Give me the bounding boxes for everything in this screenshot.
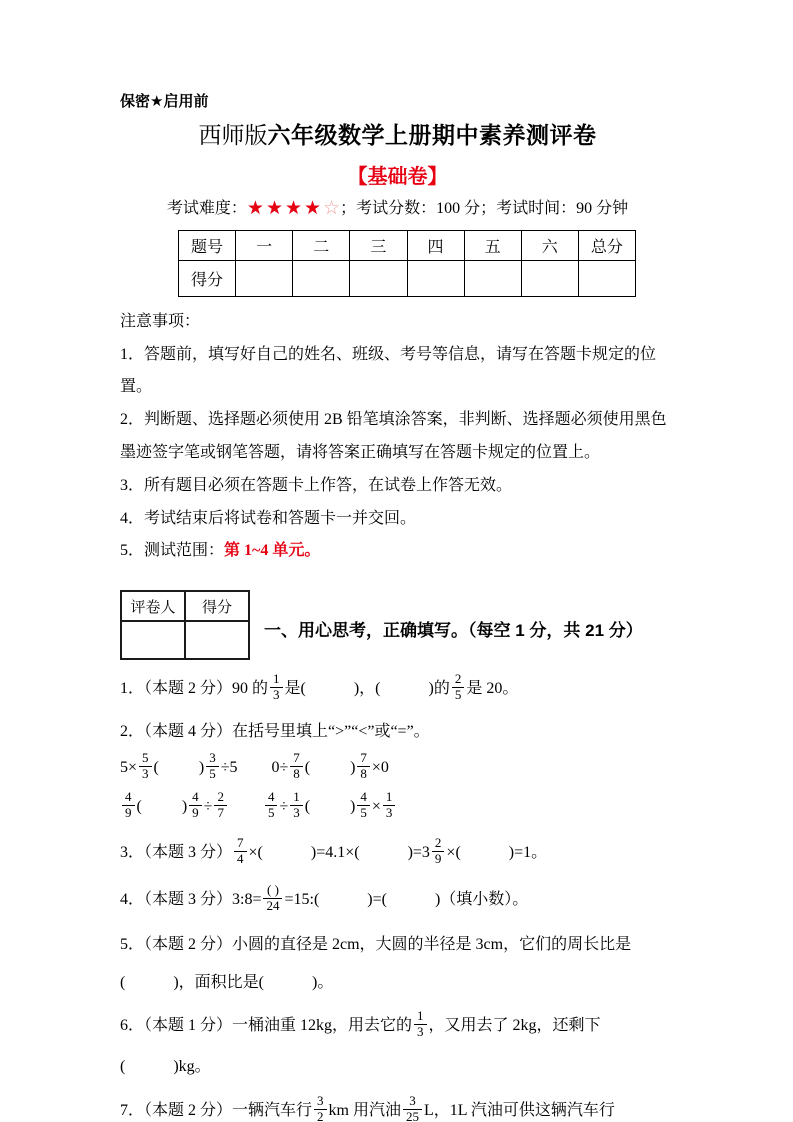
difficulty-label: 考试难度：	[166, 199, 247, 217]
question-text-segment: 6．（本题 1 分）一桶油重 12kg，用去它的	[120, 1017, 413, 1035]
question-7	[120, 1092, 675, 1122]
fraction	[214, 790, 227, 821]
grader-box-empty-row	[121, 621, 249, 659]
question-text-segment: ，又用去了 2kg，还剩下	[428, 1017, 601, 1035]
question-text-segment: 2．（本题 4 分）在括号里填上“>”“<”或“=”。	[120, 723, 430, 741]
fraction	[234, 836, 247, 867]
notice-item-1: 1．答题前，填写好自己的姓名、班级、考号等信息，请写在答题卡规定的位置。	[120, 345, 657, 396]
fraction-denominator: 3	[414, 1024, 427, 1040]
fraction-numerator: 4	[125, 788, 132, 804]
question-6-line-2	[120, 1054, 675, 1080]
score-cell-empty	[521, 260, 578, 296]
question-5-line-1	[120, 932, 675, 958]
fraction-numerator: 1	[385, 788, 393, 804]
question-text-segment: 是 20。	[466, 680, 519, 698]
notice-item-4: 4．考试结束后将试卷和答题卡一并交回。	[120, 509, 417, 527]
fraction-numerator: 2	[434, 835, 442, 851]
fraction-denominator: 9	[432, 851, 445, 867]
fraction	[414, 1009, 427, 1040]
fraction-numerator: 5	[142, 749, 149, 765]
score-table-header-cell: 四	[407, 230, 464, 260]
fraction-denominator: 5	[265, 805, 278, 821]
fraction	[403, 1094, 422, 1122]
question-text-segment: =15:( )=( )（填小数）。	[284, 891, 529, 909]
question-text-segment: km 用汽油	[328, 1102, 401, 1119]
notice-item-2: 2．判断题、选择题必须使用 2B 铅笔填涂答案，非判断、选择题必须使用黑色墨迹签字笔或钢笔答题，请将答案正确填写在答题卡规定的位置上。	[120, 411, 667, 462]
fraction-numerator: 4	[267, 788, 275, 804]
question-text-segment: 5×	[120, 758, 138, 776]
fraction	[357, 790, 370, 821]
score-table-header-cell: 三	[350, 230, 407, 260]
fraction-denominator: 3	[383, 805, 396, 821]
question-text-segment: ×( )=1。	[446, 844, 548, 862]
question-text-segment: 1．（本题 2 分）90 的	[120, 680, 269, 698]
fraction-numerator: 1	[273, 671, 280, 687]
score-table-header-cell: 六	[521, 230, 578, 260]
grader-empty-cell	[121, 621, 185, 659]
score-cell-empty	[293, 260, 350, 296]
fraction-numerator: 7	[360, 749, 367, 765]
fraction-denominator: 5	[206, 766, 219, 782]
fraction	[290, 790, 303, 821]
fraction	[263, 883, 282, 914]
question-text-segment: ×0	[371, 758, 389, 776]
question-text-segment: ( )	[304, 797, 356, 815]
notice-item-5-label: 5．测试范围：	[120, 542, 225, 560]
question-text-segment: L，1L 汽油可供这辆汽车行	[423, 1102, 615, 1119]
exam-info-line	[120, 195, 675, 220]
question-text-segment: ( )	[304, 758, 356, 776]
score-cell-empty	[407, 260, 464, 296]
page-title	[120, 121, 675, 151]
question-text-segment: ÷5	[220, 758, 238, 776]
fraction	[122, 790, 135, 821]
section-one-title: 一、用心思考，正确填写。（每空 1 分，共 21 分）	[264, 621, 643, 641]
fraction-numerator: 7	[293, 749, 300, 765]
question-3	[120, 835, 675, 869]
fraction	[290, 751, 303, 782]
fraction-denominator: 8	[357, 766, 370, 782]
fraction-denominator: 9	[189, 805, 202, 821]
grader-score-box	[120, 590, 250, 660]
question-text-segment: 3．（本题 3 分）	[120, 844, 233, 862]
fraction	[314, 1094, 327, 1122]
score-cell-empty	[350, 260, 407, 296]
star-rating-empty-icon: ☆	[323, 197, 341, 219]
fraction-numerator: 4	[192, 788, 199, 804]
question-text-segment: ÷	[279, 797, 289, 815]
fraction	[432, 836, 445, 867]
question-2-row-1	[120, 749, 675, 784]
question-1	[120, 671, 675, 705]
notice-item-5	[120, 535, 675, 568]
page-title-prefix: 西师版	[198, 123, 268, 148]
question-text-segment: ( )，面积比是( )。	[120, 973, 334, 991]
fraction-denominator: 5	[452, 687, 465, 703]
question-text-segment: ( )	[153, 758, 205, 776]
fraction-numerator: 2	[217, 788, 224, 804]
fraction-denominator: 25	[403, 1109, 422, 1122]
score-empty-cell	[185, 621, 249, 659]
question-2-intro	[120, 719, 675, 745]
fraction-numerator: 3	[209, 749, 216, 765]
question-text-segment: ( )kg。	[120, 1058, 211, 1076]
question-2-row-2	[120, 788, 675, 823]
fraction	[383, 790, 396, 821]
fraction	[139, 751, 152, 782]
fraction-denominator: 5	[357, 805, 370, 821]
question-5-line-2	[120, 970, 675, 996]
fraction-denominator: 3	[139, 766, 152, 782]
score-table-header-row	[179, 230, 636, 260]
fraction-numerator: 3	[317, 1092, 324, 1108]
score-table-header-cell: 二	[293, 230, 350, 260]
fraction-denominator: 3	[270, 687, 283, 703]
fraction-numerator: 4	[360, 788, 367, 804]
fraction-numerator: 7	[237, 835, 244, 851]
score-label-cell: 得分	[185, 591, 249, 621]
grader-label-cell: 评卷人	[121, 591, 185, 621]
score-table-header-cell: 总分	[578, 230, 635, 260]
question-text-segment: 0÷	[271, 758, 289, 776]
score-cell-empty	[578, 260, 635, 296]
fraction-numerator: 1	[293, 788, 300, 804]
question-text-segment: ÷	[203, 797, 213, 815]
score-cell-empty	[464, 260, 521, 296]
exam-score-time-text: ；考试分数：100 分；考试时间：90 分钟	[340, 199, 629, 217]
notice-item-5-range: 第 1~4 单元。	[224, 542, 321, 560]
question-text-segment: 5．（本题 2 分）小圆的直径是 2cm，大圆的半径是 3cm，它们的周长比是	[120, 936, 632, 954]
question-text-segment: 4．（本题 3 分）3:8=	[120, 891, 262, 909]
fraction-numerator: 3	[409, 1092, 416, 1108]
score-summary-table	[178, 230, 636, 297]
question-text-segment: 是( )，( )的	[284, 680, 450, 698]
question-text-segment: ×( )=4.1×( )=3	[248, 844, 430, 862]
fraction-denominator: 7	[214, 805, 227, 821]
question-text-segment: 7．（本题 2 分）一辆汽车行	[120, 1102, 313, 1119]
fraction-denominator: 24	[263, 898, 282, 914]
fraction-denominator: 2	[314, 1109, 327, 1122]
score-table-score-row	[179, 260, 636, 296]
score-table-header-cell: 一	[236, 230, 293, 260]
score-row-label: 得分	[179, 260, 236, 296]
star-rating-filled-icon: ★★★★	[246, 197, 324, 219]
score-table-header-cell: 题号	[179, 230, 236, 260]
question-6-line-1	[120, 1008, 675, 1042]
fraction	[270, 672, 283, 703]
score-table-header-cell: 五	[464, 230, 521, 260]
question-4	[120, 882, 675, 916]
grader-section-row	[120, 590, 675, 660]
paper-subtitle: 【基础卷】	[347, 165, 448, 188]
security-notice: 保密★启用前	[120, 93, 209, 110]
fraction	[357, 751, 370, 782]
fraction-denominator: 3	[290, 805, 303, 821]
fraction	[452, 672, 465, 703]
question-text-segment: ( )	[136, 797, 188, 815]
fraction-denominator: 9	[122, 805, 135, 821]
fraction	[206, 751, 219, 782]
score-cell-empty	[236, 260, 293, 296]
page-title-main: 六年级数学上册期中素养测评卷	[267, 122, 597, 148]
fraction-denominator: 4	[234, 851, 247, 867]
notice-section	[120, 306, 675, 568]
fraction-numerator: 1	[417, 1008, 424, 1024]
fraction	[189, 790, 202, 821]
question-text-segment: ×	[371, 797, 381, 815]
fraction-numerator: 2	[454, 671, 462, 687]
fraction	[265, 790, 278, 821]
fraction-numerator: ( )	[267, 882, 279, 898]
notice-heading: 注意事项：	[120, 312, 201, 330]
grader-box-header-row	[121, 591, 249, 621]
notice-item-3: 3．所有题目必须在答题卡上作答，在试卷上作答无效。	[120, 476, 513, 494]
fraction-denominator: 8	[290, 766, 303, 782]
